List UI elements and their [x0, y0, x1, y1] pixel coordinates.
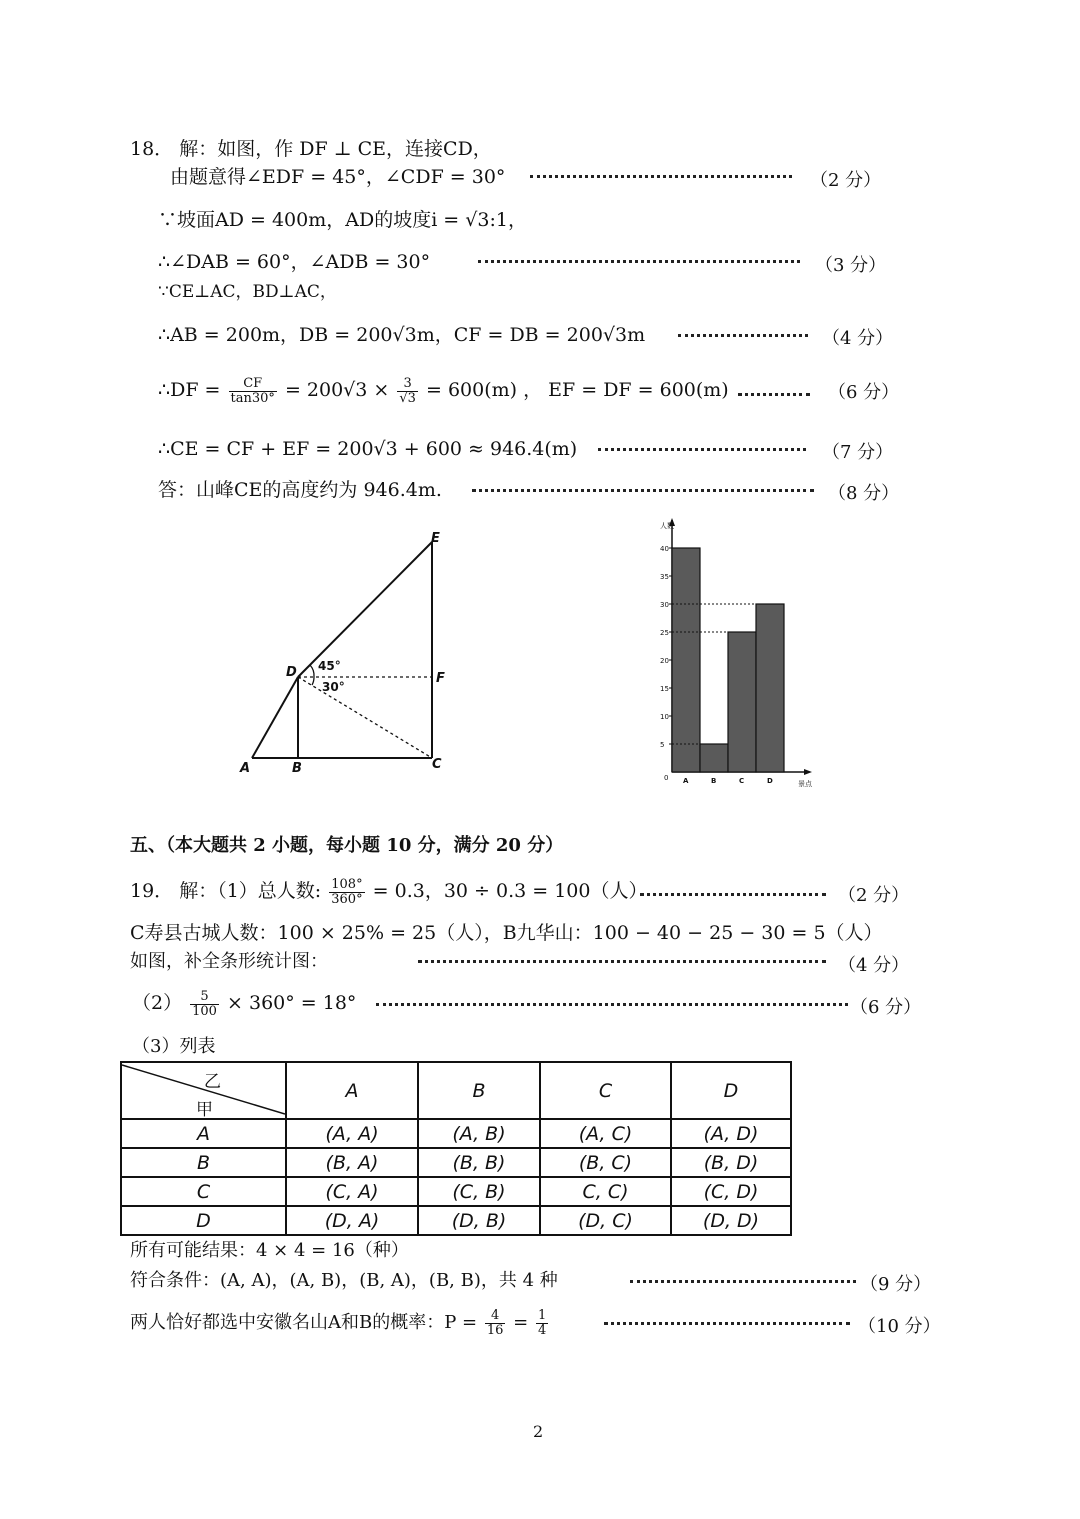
label-f: F: [436, 671, 445, 686]
fraction-numerator: 5: [190, 990, 219, 1005]
angle-arc-30: [312, 677, 314, 685]
table-cell: (B, B): [418, 1148, 540, 1177]
dot-leader: [418, 960, 826, 963]
section-title: 五、（本大题共 2 小题，每小题 10 分，满分 20 分）: [130, 835, 564, 856]
dot-leader: [604, 1322, 850, 1325]
fraction-numerator: 108°: [331, 876, 363, 892]
y-tick-label: 15: [660, 685, 669, 693]
dot-leader: [678, 334, 808, 337]
q19-line-8: [130, 1308, 550, 1338]
dot-leader: [478, 260, 800, 263]
fraction-denominator: 4: [537, 1322, 547, 1338]
dot-leader: [598, 448, 806, 451]
q19-line-1-part-a: 19． 解：（1）总人数:: [130, 880, 322, 902]
score-label: （2 分）: [838, 885, 910, 906]
segment-ad: [252, 677, 298, 758]
table-row: [121, 1148, 791, 1177]
q18-line-2: 由题意得∠EDF = 45°，∠CDF = 30°: [170, 166, 506, 188]
column-header: D: [671, 1062, 791, 1119]
dot-leader: [472, 489, 814, 492]
x-tick-label: C: [739, 777, 745, 785]
table-cell: (C, B): [418, 1177, 540, 1206]
q18-line-6: ∴AB = 200m，DB = 200√3m，CF = DB = 200√3m: [158, 324, 646, 346]
fraction-denominator: 100: [192, 1003, 217, 1019]
table-cell: (B, A): [286, 1148, 418, 1177]
q19-line-4: [132, 988, 356, 1019]
fraction-numerator: 1: [537, 1307, 547, 1323]
table-corner-cell: [121, 1062, 286, 1119]
fraction-denominator: √3: [399, 390, 416, 406]
label-a: A: [240, 761, 251, 776]
label-angle-45: 45°: [318, 659, 341, 673]
fraction: [485, 1309, 506, 1338]
q18-line-8: ∴CE = CF + EF = 200√3 + 600 ≈ 946.4(m): [158, 438, 578, 460]
label-angle-30: 30°: [322, 680, 345, 694]
q18-line-5: ∵CE⊥AC，BD⊥AC，: [158, 282, 337, 302]
score-label: （4 分）: [822, 328, 894, 349]
table-cell: (C, A): [286, 1177, 418, 1206]
y-tick-label: 40: [660, 545, 669, 553]
score-label: （2 分）: [810, 170, 882, 191]
fraction: [229, 377, 277, 406]
row-header: A: [121, 1119, 286, 1148]
table-cell: (D, A): [286, 1206, 418, 1235]
fraction-numerator: 4: [485, 1309, 506, 1324]
fraction-denominator: tan30°: [230, 390, 275, 406]
q18-line-7-part-a: ∴DF =: [158, 379, 221, 401]
fraction-numerator: CF: [229, 377, 277, 392]
angle-arc-45: [310, 665, 314, 677]
fraction-numerator: 3: [397, 377, 418, 392]
y-tick-label: 10: [660, 713, 669, 721]
score-label: （4 分）: [838, 955, 910, 976]
score-label: （7 分）: [822, 442, 894, 463]
fraction-denominator: 16: [486, 1322, 504, 1338]
table-cell: C, C): [540, 1177, 671, 1206]
q19-line-6: 所有可能结果：4 × 4 = 16（种）: [130, 1240, 409, 1261]
y-axis-label: 人数: [660, 522, 674, 530]
table-row: [121, 1206, 791, 1235]
score-label: （9 分）: [860, 1274, 932, 1295]
y-tick-label: 0: [664, 774, 669, 782]
table-header-row: [121, 1062, 791, 1119]
corner-bottom-label: 甲: [196, 1100, 213, 1120]
table-row: [121, 1119, 791, 1148]
q19-line-4-part-a: （2）: [132, 992, 183, 1014]
q18-line-4: ∴∠DAB = 60°，∠ADB = 30°: [158, 251, 431, 273]
q18-line-7: [158, 375, 729, 406]
x-axis-arrow: [804, 769, 812, 775]
q19-line-1: [130, 876, 647, 907]
fraction: [190, 990, 219, 1019]
dot-leader: [530, 175, 792, 178]
y-tick-label: 25: [660, 629, 669, 637]
dot-leader: [376, 1003, 848, 1006]
bar-c: [728, 632, 756, 772]
x-tick-label: D: [767, 777, 773, 785]
score-label: （8 分）: [828, 483, 900, 504]
q18-line-7-part-b: = 200√3 ×: [284, 379, 390, 401]
score-label: （6 分）: [828, 382, 900, 403]
dot-leader: [738, 393, 810, 396]
row-header: C: [121, 1177, 286, 1206]
bar-a: [672, 548, 700, 772]
outcome-table: [120, 1061, 792, 1236]
q19-line-2: C寿县古城人数：100 × 25% = 25（人），B九华山：100 − 40 − 25 − 30 = 5（人）: [130, 922, 883, 944]
page-number: 2: [533, 1422, 544, 1441]
bar-chart: [640, 515, 830, 795]
fraction: [397, 377, 418, 406]
table-cell: (C, D): [671, 1177, 791, 1206]
q19-line-4-part-b: × 360° = 18°: [227, 992, 357, 1014]
table-cell: (A, C): [540, 1119, 671, 1148]
table-cell: (A, B): [418, 1119, 540, 1148]
y-tick-label: 20: [660, 657, 669, 665]
table-cell: (A, A): [286, 1119, 418, 1148]
y-tick-label: 5: [660, 741, 665, 749]
row-header: D: [121, 1206, 286, 1235]
y-tick-label: 35: [660, 573, 669, 581]
q19-line-7: 符合条件：(A, A)，(A, B)，(B, A)，(B, B)，共 4 种: [130, 1270, 558, 1291]
table-cell: (B, D): [671, 1148, 791, 1177]
geometry-diagram: [230, 520, 460, 780]
fraction: [536, 1309, 548, 1338]
table-cell: (B, C): [540, 1148, 671, 1177]
q19-line-8-part-b: =: [513, 1312, 529, 1333]
x-tick-label: B: [711, 777, 717, 785]
fraction: [329, 878, 364, 907]
score-label: （6 分）: [850, 997, 922, 1018]
segment-dc: [298, 677, 432, 758]
q19-line-1-part-b: = 0.3，30 ÷ 0.3 = 100（人）: [372, 880, 648, 902]
table-row: [121, 1177, 791, 1206]
score-label: （3 分）: [815, 255, 887, 276]
q18-line-7-part-c: = 600(m) ， EF = DF = 600(m): [426, 379, 729, 401]
column-header: C: [540, 1062, 671, 1119]
bar-d: [756, 604, 784, 772]
y-tick-label: 30: [660, 601, 669, 609]
column-header: A: [286, 1062, 418, 1119]
label-c: C: [432, 757, 442, 772]
table-cell: (D, B): [418, 1206, 540, 1235]
q18-line-1: 18． 解：如图，作 DF ⊥ CE，连接CD，: [130, 138, 492, 160]
fraction-denominator: 360°: [331, 891, 363, 907]
row-header: B: [121, 1148, 286, 1177]
x-tick-label: A: [683, 777, 689, 785]
table-cell: (D, C): [540, 1206, 671, 1235]
label-b: B: [292, 761, 302, 776]
q18-line-3: ∵坡面AD = 400m，AD的坡度i = √3:1，: [158, 209, 527, 231]
q19-line-3: 如图，补全条形统计图：: [130, 951, 328, 972]
table-cell: (D, D): [671, 1206, 791, 1235]
column-header: B: [418, 1062, 540, 1119]
score-label: （10 分）: [858, 1316, 941, 1337]
segment-de: [298, 542, 432, 677]
dot-leader: [640, 893, 826, 896]
q19-line-5: （3）列表: [132, 1036, 216, 1057]
label-d: D: [286, 665, 297, 680]
table-cell: (A, D): [671, 1119, 791, 1148]
q19-line-8-part-a: 两人恰好都选中安徽名山A和B的概率：P =: [130, 1312, 478, 1333]
label-e: E: [431, 531, 440, 546]
corner-top-label: 乙: [204, 1072, 221, 1092]
x-axis-label: 景点: [798, 780, 812, 788]
dot-leader: [630, 1280, 856, 1283]
q18-answer: 答：山峰CE的高度约为 946.4m.: [158, 479, 442, 501]
bar-b: [700, 744, 728, 772]
